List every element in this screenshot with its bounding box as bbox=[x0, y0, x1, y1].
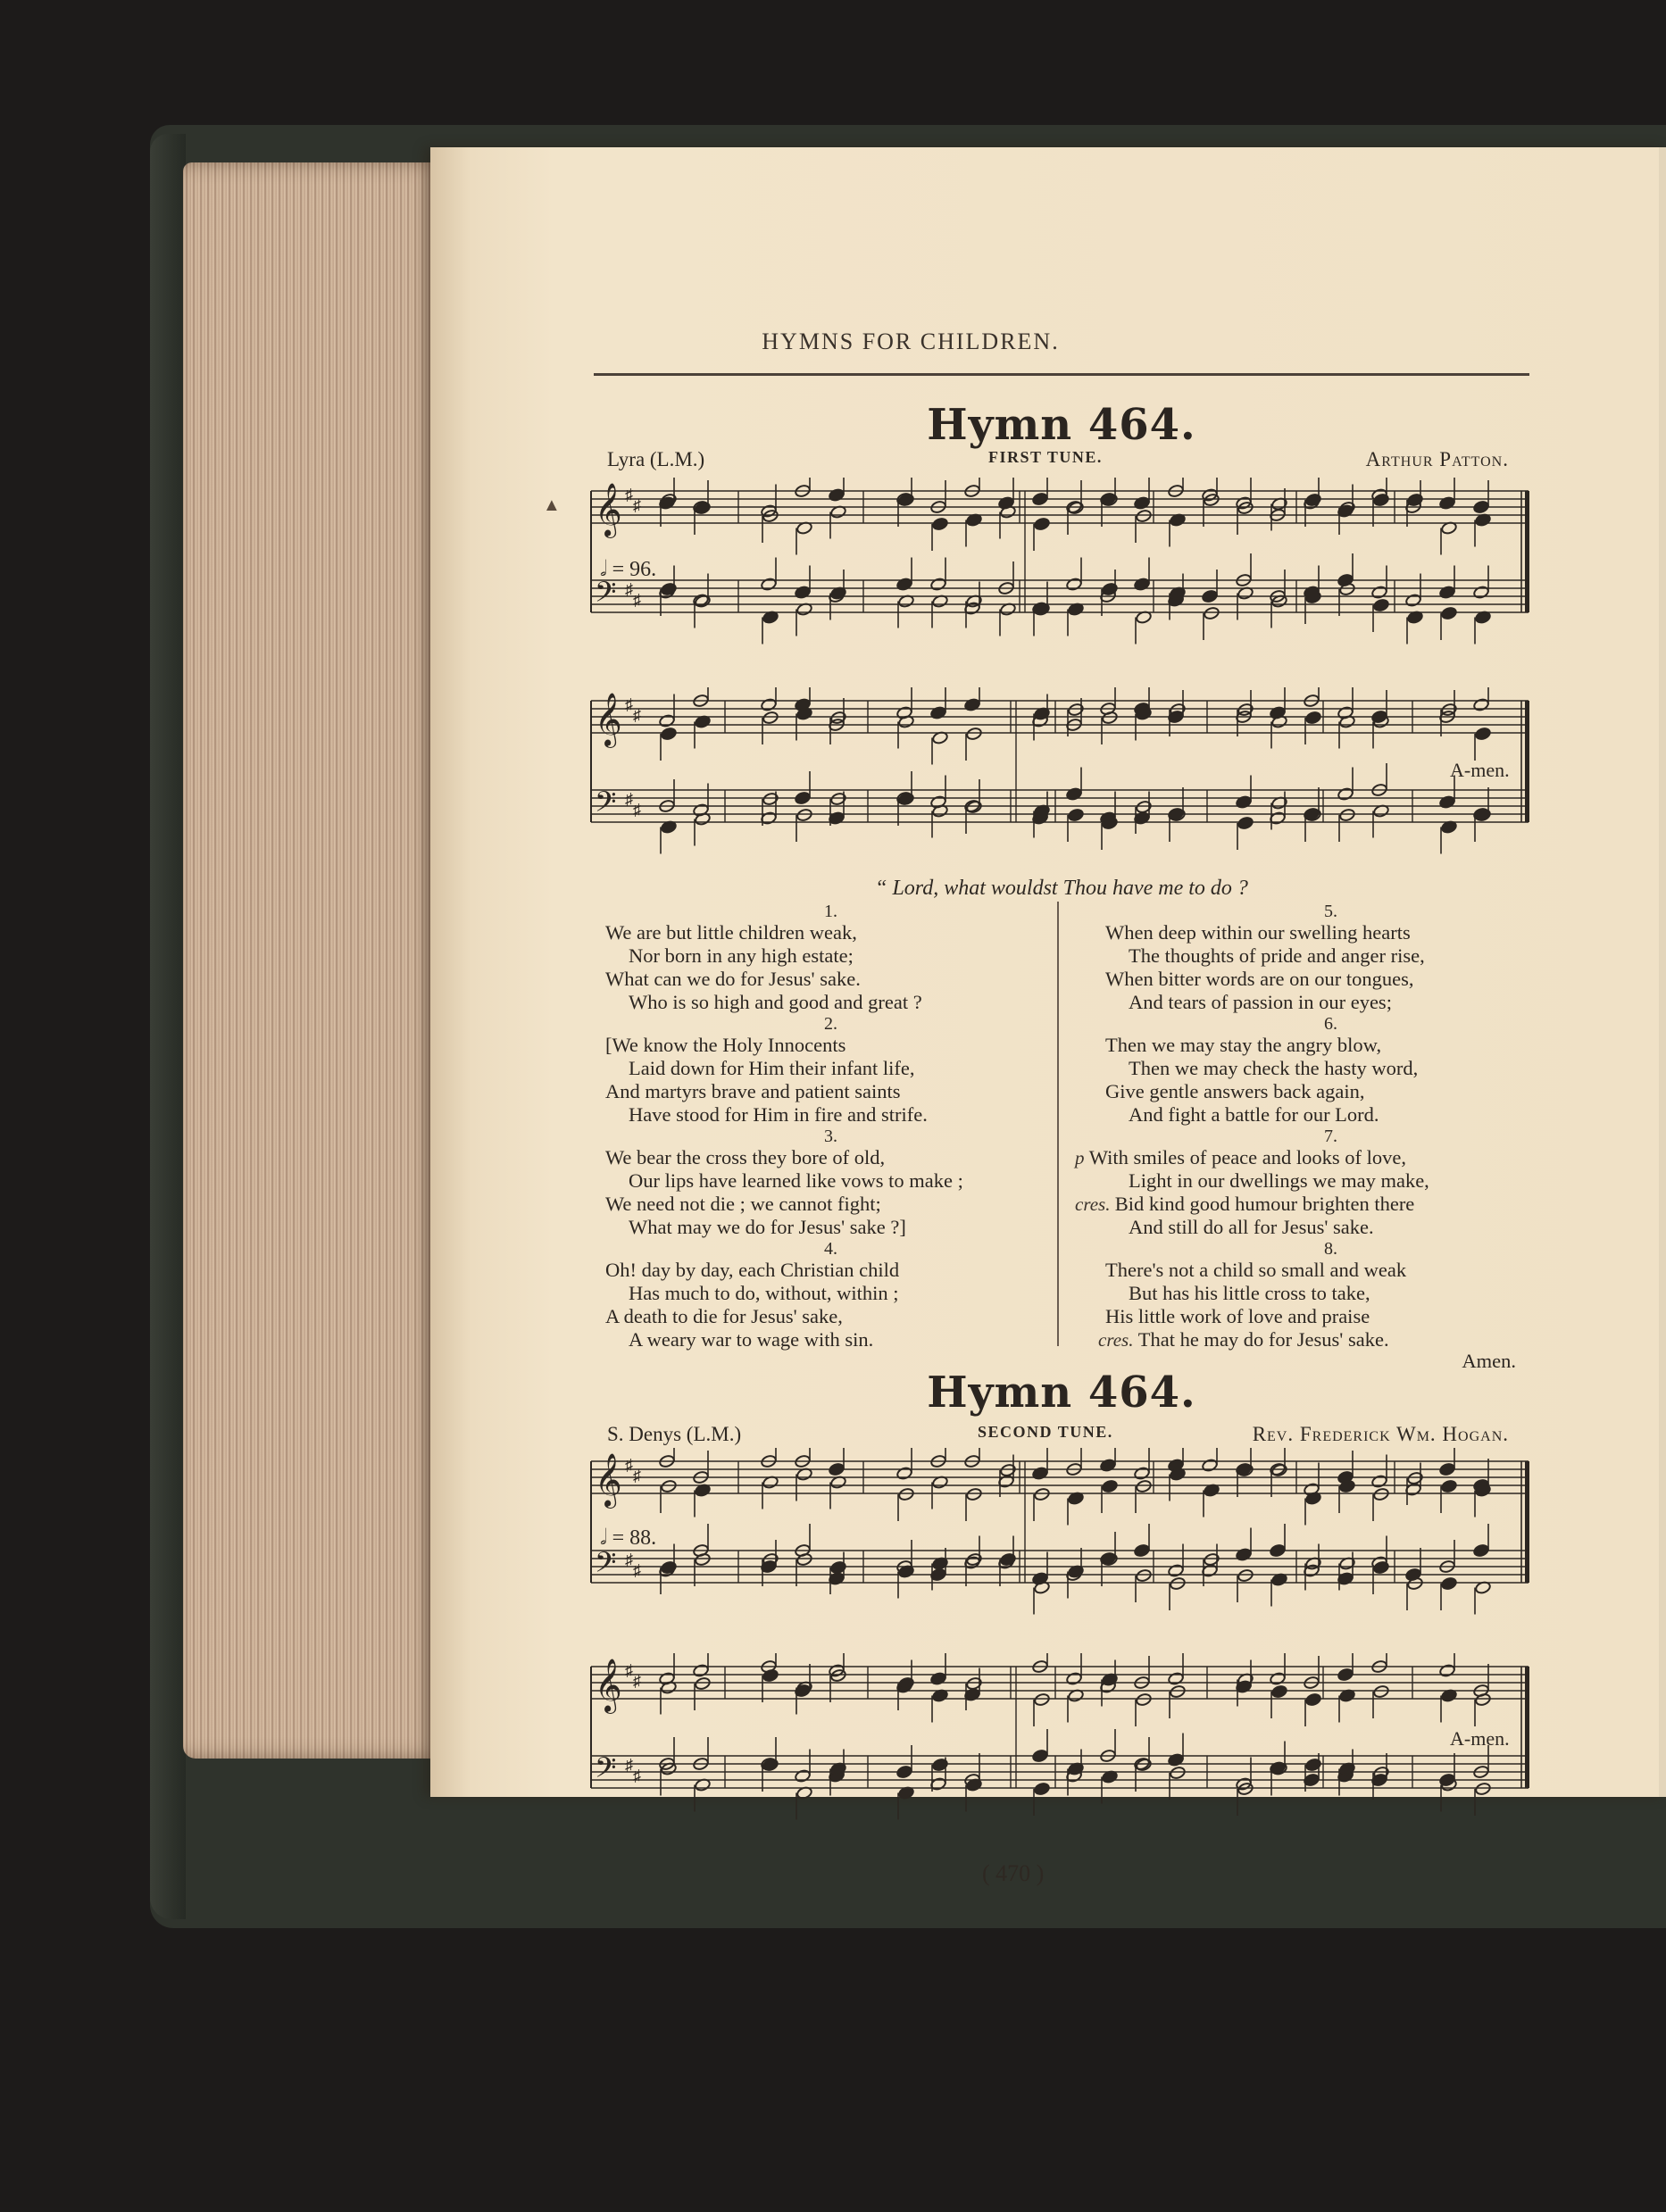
svg-text:♯: ♯ bbox=[633, 706, 641, 724]
music-system-4 bbox=[582, 1653, 1536, 1832]
verse-line bbox=[1105, 1080, 1556, 1103]
verse-line bbox=[1075, 1146, 1556, 1169]
stanza-number: 7. bbox=[1324, 1127, 1337, 1146]
svg-text:♯: ♯ bbox=[625, 1456, 633, 1474]
svg-text:♯: ♯ bbox=[633, 1672, 641, 1690]
stanza-number: 8. bbox=[1324, 1239, 1337, 1259]
svg-text:♯: ♯ bbox=[625, 580, 633, 598]
stanza bbox=[1105, 1014, 1556, 1127]
stanza bbox=[605, 902, 1056, 1014]
page-edges bbox=[183, 162, 442, 1759]
verse-line bbox=[605, 1305, 1056, 1328]
verse-line bbox=[605, 1080, 1056, 1103]
verse-line-text: And tears of passion in our eyes; bbox=[1129, 991, 1392, 1013]
music-system-2 bbox=[582, 687, 1536, 866]
stanza bbox=[1098, 1239, 1556, 1351]
verse-line bbox=[1105, 1034, 1556, 1057]
verse-line-text: What can we do for Jesus' sake. bbox=[605, 968, 861, 990]
svg-text:♯: ♯ bbox=[625, 1756, 633, 1774]
tempo-marking-second: 𝅗𝅥 = 88. bbox=[600, 1526, 657, 1550]
verse-line-text: Who is so high and good and great ? bbox=[629, 991, 922, 1013]
svg-text:♯: ♯ bbox=[633, 496, 641, 514]
verse-line-text: Then we may stay the angry blow, bbox=[1105, 1034, 1382, 1056]
verse-line-text: A death to die for Jesus' sake, bbox=[605, 1305, 843, 1327]
page-number: ( 470 ) bbox=[982, 1860, 1045, 1886]
tune-name: S. Denys (L.M.) bbox=[607, 1423, 742, 1445]
verse-line bbox=[1105, 1057, 1556, 1080]
amen-second: A-men. bbox=[1450, 1727, 1510, 1750]
verse-line bbox=[605, 1328, 1056, 1351]
verse-line-text: And still do all for Jesus' sake. bbox=[1129, 1216, 1374, 1238]
svg-text:♯: ♯ bbox=[625, 695, 633, 713]
verse-line bbox=[1105, 1216, 1556, 1239]
verse-line-text: We bear the cross they bore of old, bbox=[605, 1146, 886, 1168]
verse-line-text: His little work of love and praise bbox=[1105, 1305, 1370, 1327]
hymn-title-second: Hymn 464. bbox=[927, 1368, 1196, 1418]
verse-line-text: What may we do for Jesus' sake ?] bbox=[629, 1216, 906, 1238]
stanza bbox=[605, 1014, 1056, 1127]
dynamic-marking: cres. bbox=[1098, 1329, 1138, 1351]
staff-grand-2 bbox=[582, 687, 1536, 866]
tune-label: SECOND TUNE. bbox=[978, 1423, 1113, 1441]
verse-line bbox=[605, 1103, 1056, 1127]
verse-line-text: But has his little cross to take, bbox=[1129, 1282, 1370, 1304]
svg-text:𝄞: 𝄞 bbox=[595, 693, 622, 746]
music-system-1 bbox=[582, 478, 1536, 656]
verse-line-text: Give gentle answers back again, bbox=[1105, 1080, 1365, 1102]
verse-line bbox=[605, 991, 1056, 1014]
svg-text:♯: ♯ bbox=[625, 486, 633, 503]
verse-line-text: There's not a child so small and weak bbox=[1105, 1259, 1407, 1281]
tune-label: FIRST TUNE. bbox=[988, 448, 1103, 466]
verse-line bbox=[1105, 944, 1556, 968]
svg-text:♯: ♯ bbox=[633, 591, 641, 609]
verses-right-column bbox=[1075, 902, 1556, 1351]
verse-line bbox=[605, 1282, 1056, 1305]
gutter-mark: ▲ bbox=[543, 495, 561, 515]
svg-text:♯: ♯ bbox=[633, 1561, 641, 1579]
staff-grand-4 bbox=[582, 1653, 1536, 1832]
staff-grand-3 bbox=[582, 1448, 1536, 1626]
verse-line bbox=[605, 921, 1056, 944]
verse-line-text: Light in our dwellings we may make, bbox=[1129, 1169, 1429, 1192]
verse-line-text: Laid down for Him their infant life, bbox=[629, 1057, 915, 1079]
svg-text:𝄞: 𝄞 bbox=[595, 1453, 622, 1507]
book-spine bbox=[150, 134, 186, 1919]
verse-line bbox=[605, 1057, 1056, 1080]
verse-line-text: With smiles of peace and looks of love, bbox=[1088, 1146, 1407, 1168]
verse-line-text: When bitter words are on our tongues, bbox=[1105, 968, 1414, 990]
svg-text:𝄢: 𝄢 bbox=[595, 1546, 617, 1585]
verse-line bbox=[1105, 921, 1556, 944]
verse-line bbox=[605, 1169, 1056, 1193]
verse-line bbox=[605, 1259, 1056, 1282]
stanza-number: 3. bbox=[824, 1127, 837, 1146]
verse-line bbox=[1105, 1305, 1556, 1328]
verse-line bbox=[605, 968, 1056, 991]
svg-text:𝄢: 𝄢 bbox=[595, 576, 617, 615]
verse-line-text: [We know the Holy Innocents bbox=[605, 1034, 846, 1056]
verse-line-text: Have stood for Him in fire and strife. bbox=[629, 1103, 928, 1126]
stanza-number: 4. bbox=[824, 1239, 837, 1259]
verse-line-text: Oh! day by day, each Christian child bbox=[605, 1259, 900, 1281]
verse-line bbox=[605, 1216, 1056, 1239]
svg-text:♯: ♯ bbox=[633, 1467, 641, 1484]
stanza bbox=[605, 1239, 1056, 1351]
verse-line bbox=[605, 944, 1056, 968]
verse-line-text: A weary war to wage with sin. bbox=[629, 1328, 874, 1351]
verses-left-column bbox=[605, 902, 1056, 1351]
verse-line bbox=[1098, 1328, 1556, 1351]
verse-line bbox=[1105, 1169, 1556, 1193]
verse-line-text: The thoughts of pride and anger rise, bbox=[1129, 944, 1425, 967]
tune-name: Lyra (L.M.) bbox=[607, 448, 705, 470]
verse-line-text: And fight a battle for our Lord. bbox=[1129, 1103, 1379, 1126]
verse-line-text: Our lips have learned like vows to make ; bbox=[629, 1169, 963, 1192]
stanza-number: 5. bbox=[1324, 902, 1337, 921]
composer: Rev. Frederick Wm. Hogan. bbox=[1252, 1423, 1509, 1445]
verse-line bbox=[1105, 1259, 1556, 1282]
verse-line-text: Then we may check the hasty word, bbox=[1129, 1057, 1419, 1079]
verse-line-text: When deep within our swelling hearts bbox=[1105, 921, 1411, 944]
verse-line bbox=[605, 1146, 1056, 1169]
header-rule bbox=[594, 373, 1529, 376]
stanza-number: 2. bbox=[824, 1014, 837, 1034]
music-system-3 bbox=[582, 1448, 1536, 1626]
amen-first: A-men. bbox=[1450, 759, 1510, 781]
svg-text:♯: ♯ bbox=[625, 790, 633, 808]
stanza bbox=[1075, 1127, 1556, 1239]
verse-amen: Amen. bbox=[1462, 1350, 1516, 1372]
verse-line bbox=[605, 1193, 1056, 1216]
verses bbox=[605, 902, 1525, 1372]
verse-line-text: We are but little children weak, bbox=[605, 921, 857, 944]
dynamic-marking: cres. bbox=[1075, 1193, 1115, 1215]
svg-text:♯: ♯ bbox=[633, 1767, 641, 1784]
page-shadow bbox=[1659, 147, 1666, 1797]
epigraph: “ Lord, what wouldst Thou have me to do ? bbox=[875, 877, 1248, 900]
verse-line-text: And martyrs brave and patient saints bbox=[605, 1080, 901, 1102]
svg-text:♯: ♯ bbox=[625, 1661, 633, 1679]
tempo-marking-first: 𝅗𝅥 = 96. bbox=[600, 558, 657, 581]
stanza-number: 6. bbox=[1324, 1014, 1337, 1034]
svg-text:𝄞: 𝄞 bbox=[595, 1659, 622, 1712]
verse-line bbox=[1105, 1282, 1556, 1305]
svg-text:𝄞: 𝄞 bbox=[595, 483, 622, 536]
verse-line-text: Has much to do, without, within ; bbox=[629, 1282, 899, 1304]
verse-line bbox=[1105, 991, 1556, 1014]
svg-text:♯: ♯ bbox=[625, 1551, 633, 1568]
svg-text:𝄢: 𝄢 bbox=[595, 1751, 617, 1791]
verse-line-text: Bid kind good humour brighten there bbox=[1114, 1193, 1415, 1215]
dynamic-marking: p bbox=[1075, 1147, 1089, 1168]
stanza-number: 1. bbox=[824, 902, 837, 921]
running-head: HYMNS FOR CHILDREN. bbox=[762, 328, 1060, 354]
hymn-title-first: Hymn 464. bbox=[927, 400, 1196, 450]
column-divider bbox=[1057, 902, 1059, 1346]
stanza bbox=[1105, 902, 1556, 1014]
svg-text:𝄢: 𝄢 bbox=[595, 786, 617, 825]
verse-line-text: Nor born in any high estate; bbox=[629, 944, 854, 967]
verse-line bbox=[605, 1034, 1056, 1057]
verse-line bbox=[1075, 1193, 1556, 1216]
svg-text:♯: ♯ bbox=[633, 801, 641, 819]
verse-line-text: We need not die ; we cannot fight; bbox=[605, 1193, 881, 1215]
verse-line bbox=[1105, 968, 1556, 991]
verse-line-text: That he may do for Jesus' sake. bbox=[1137, 1328, 1389, 1351]
verse-line bbox=[1105, 1103, 1556, 1127]
staff-grand-1 bbox=[582, 478, 1536, 656]
stanza bbox=[605, 1127, 1056, 1239]
composer: Arthur Patton. bbox=[1365, 448, 1509, 470]
